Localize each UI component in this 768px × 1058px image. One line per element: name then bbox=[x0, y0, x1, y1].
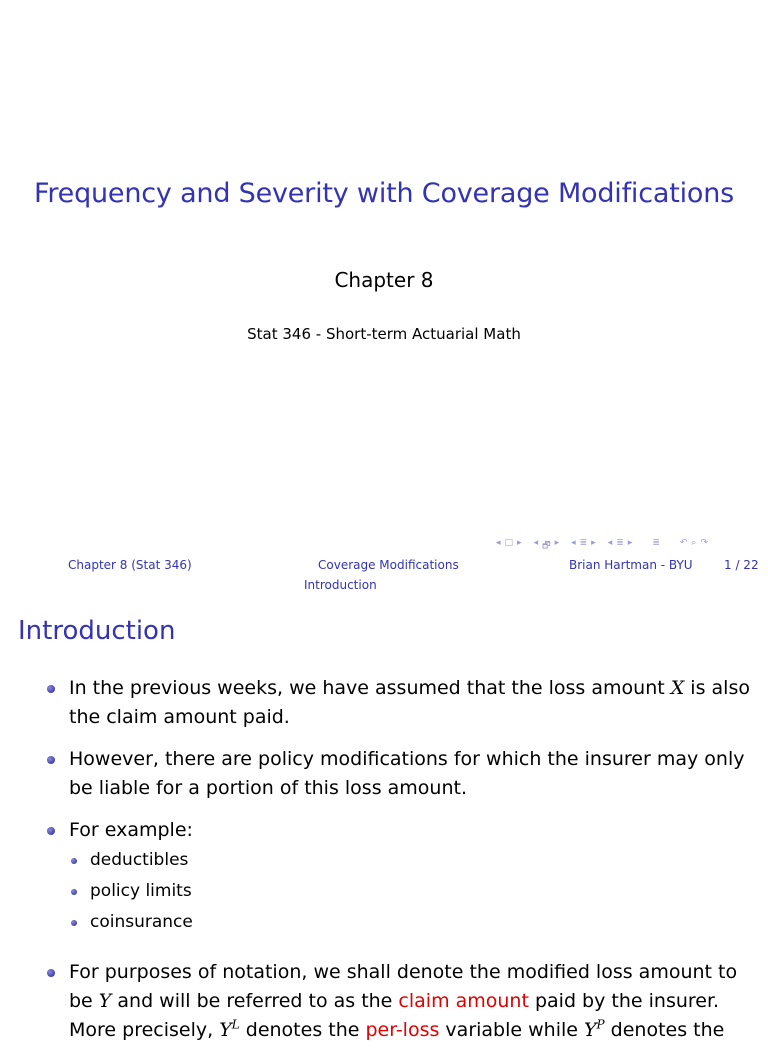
variable-x: X bbox=[670, 677, 685, 699]
highlight-claim-amount: claim amount bbox=[398, 990, 529, 1012]
sub-list-item: coinsurance bbox=[69, 907, 752, 938]
sub-list-item: policy limits bbox=[69, 876, 752, 907]
prev-frame-icon[interactable]: ◂ bbox=[496, 538, 501, 548]
next-part-icon[interactable]: ▸ bbox=[627, 538, 633, 548]
frame-title: Introduction bbox=[18, 616, 176, 646]
sub-list-item: deductibles bbox=[69, 845, 752, 876]
search-icon[interactable]: ⌕ bbox=[691, 538, 697, 548]
list-item: However, there are policy modifications for which the insurer may only be liable for a portion of this loss amount. bbox=[44, 745, 752, 803]
list-item: For purposes of notation, we shall denote the modified loss amount to be Y and will be referred to as the claim amount paid by the insurer. More precisely, $Y^L$ denotes the per-loss variable while $Y^P$ denotes the bbox=[44, 958, 752, 1045]
variable-y: Y bbox=[98, 990, 112, 1012]
footer-author: Brian Hartman - BYU bbox=[569, 558, 693, 572]
align-icon[interactable]: ≣ bbox=[652, 538, 660, 548]
frame-icon[interactable]: □ bbox=[504, 538, 514, 548]
sub-list bbox=[69, 845, 752, 938]
presentation-title: Frequency and Severity with Coverage Modifications bbox=[34, 178, 734, 209]
bullet-list bbox=[44, 674, 752, 1058]
next-frame-icon[interactable]: ▸ bbox=[517, 538, 522, 548]
list-item: In the previous weeks, we have assumed that the loss amount X is also the claim amount paid. bbox=[44, 674, 752, 732]
highlight-per-loss: per-loss bbox=[365, 1019, 440, 1041]
list-item: For example: deductibles policy limits coinsurance bbox=[44, 816, 752, 938]
prev-section-icon[interactable]: ◂ bbox=[571, 538, 576, 548]
navigation-bar[interactable] bbox=[496, 538, 708, 554]
section-header: Introduction bbox=[304, 578, 377, 592]
prev-subsection-icon[interactable]: ◂ bbox=[533, 538, 539, 548]
footer-section: Coverage Modifications bbox=[318, 558, 459, 572]
chapter-subtitle: Chapter 8 bbox=[334, 268, 434, 292]
next-subsection-icon[interactable]: ▸ bbox=[554, 538, 560, 548]
forward-icon[interactable]: ↷ bbox=[700, 538, 708, 548]
part-icon[interactable]: ≣ bbox=[616, 538, 624, 548]
footer-page-number: 1 / 22 bbox=[724, 558, 759, 572]
footer-short-title: Chapter 8 (Stat 346) bbox=[68, 558, 192, 572]
next-section-icon[interactable]: ▸ bbox=[591, 538, 596, 548]
prev-part-icon[interactable]: ◂ bbox=[607, 538, 613, 548]
back-icon[interactable]: ↶ bbox=[679, 538, 688, 548]
course-name: Stat 346 - Short-term Actuarial Math bbox=[247, 325, 521, 343]
section-icon[interactable]: ≣ bbox=[579, 538, 588, 548]
subsection-icon[interactable]: 🗗 bbox=[542, 541, 551, 551]
